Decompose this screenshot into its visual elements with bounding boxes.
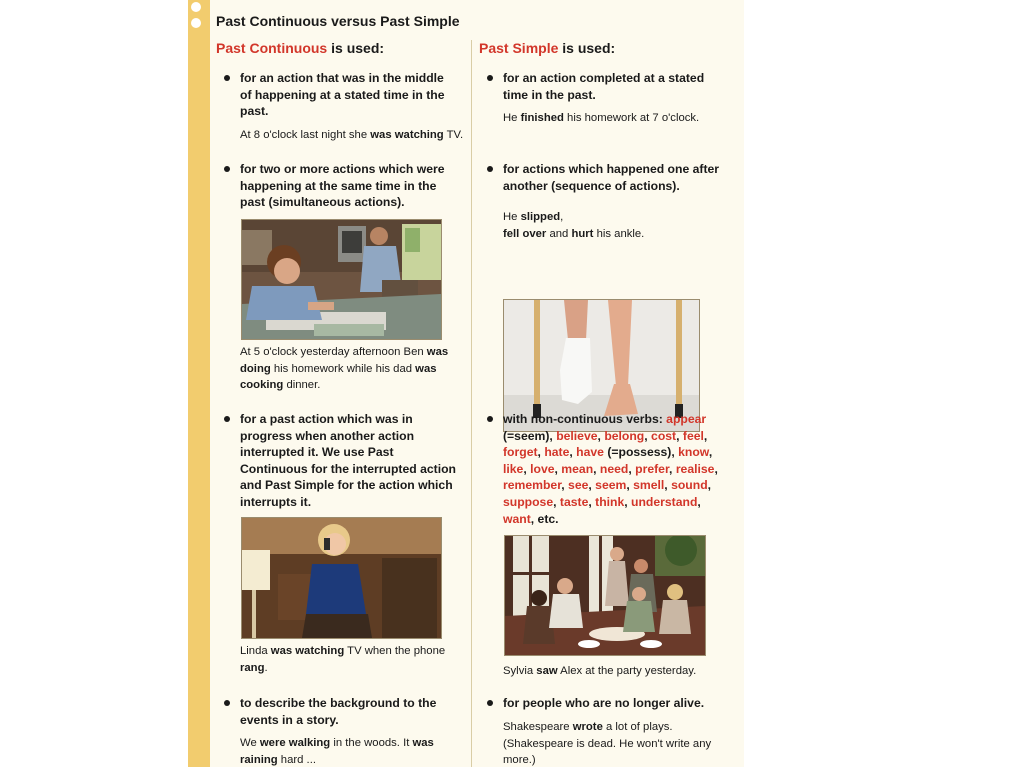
example-line xyxy=(240,643,445,660)
usage-line: for two or more actions which were xyxy=(240,162,445,176)
example-part: hard ... xyxy=(277,753,316,766)
example-verb: was xyxy=(415,362,437,375)
example-part: a lot of plays. xyxy=(602,721,673,733)
example-verb: finished xyxy=(520,112,564,124)
verb-word: hate xyxy=(544,445,570,460)
example-part: Linda xyxy=(240,645,271,657)
bullet-icon xyxy=(487,700,493,706)
example-part: At 8 o'clock last night she xyxy=(240,129,371,141)
column-heading xyxy=(479,40,615,56)
usage-line: for actions which happened one after xyxy=(503,162,720,176)
example-part: Alex at the party yesterday. xyxy=(557,665,697,677)
margin-stripe xyxy=(188,0,210,767)
usage-line: progress when another action xyxy=(240,428,415,443)
example-part: his ankle. xyxy=(593,227,645,240)
example-line xyxy=(240,361,448,378)
example-part: TV. xyxy=(443,129,464,141)
example-text xyxy=(240,344,448,394)
example-text xyxy=(503,663,696,680)
verb-word: belong xyxy=(604,428,645,443)
verbs-intro: with non-continuous verbs: xyxy=(503,412,667,426)
example-verb: raining xyxy=(240,753,278,766)
example-line xyxy=(240,377,448,394)
binder-hole-icon xyxy=(191,18,201,28)
example-line xyxy=(503,209,644,226)
example-line: (Shakespeare is dead. He won't write any xyxy=(503,737,712,750)
example-line xyxy=(240,344,448,361)
example-verb: was watching xyxy=(270,645,345,657)
usage-text xyxy=(240,411,480,511)
example-part: He xyxy=(503,112,521,124)
example-verb: cooking xyxy=(240,379,284,391)
example-line xyxy=(503,226,644,243)
bullet-icon xyxy=(487,166,493,172)
example-part: , xyxy=(560,211,564,223)
example-text xyxy=(503,209,644,242)
verb-word: understand xyxy=(631,494,698,509)
verb-word: know xyxy=(678,445,709,460)
example-part: and xyxy=(546,227,572,240)
verb-word: sound xyxy=(671,478,708,493)
verb-word: love xyxy=(530,461,555,476)
usage-text xyxy=(503,695,704,712)
example-text xyxy=(240,643,445,676)
usage-text xyxy=(503,70,704,103)
example-part: his homework while his dad xyxy=(270,362,416,375)
party-photo xyxy=(504,535,706,656)
example-line xyxy=(240,752,434,767)
usage-text xyxy=(240,70,445,120)
verb-word: smell xyxy=(633,478,665,493)
example-text xyxy=(503,110,699,127)
example-text xyxy=(240,127,463,144)
bullet-icon xyxy=(224,166,230,172)
example-line xyxy=(240,660,445,677)
binder-hole-icon xyxy=(191,2,201,12)
example-verb: doing xyxy=(240,362,271,375)
usage-line: and Past Simple for the action which xyxy=(240,478,453,493)
usage-line: interrupted it. We use Past xyxy=(240,445,394,460)
bullet-icon xyxy=(224,700,230,706)
example-verb: fell over xyxy=(503,227,547,240)
verb-word: appear xyxy=(666,412,707,426)
example-part: Shakespeare xyxy=(503,721,573,733)
usage-text: with non-continuous verbs: appear (=seem), believe, belong, cost, feel, forget, hate, have (=possess), know, like, love, mean, need, prefer, realise, remember, see, seem, smell, sound, suppose, taste, think, understand, want, etc. xyxy=(503,412,718,526)
usage-line: happening at the same time in the xyxy=(240,178,437,193)
column-heading xyxy=(216,40,384,56)
example-part: He xyxy=(503,211,521,223)
textbook-page xyxy=(188,0,744,767)
usage-line: past (simultaneous actions). xyxy=(240,195,405,210)
bullet-icon xyxy=(224,75,230,81)
column-divider xyxy=(471,40,472,767)
verb-word: need xyxy=(599,461,629,476)
usage-line: time in the past. xyxy=(503,87,596,102)
verb-word: see xyxy=(568,478,589,493)
usage-line: for an action that was in the middle xyxy=(240,71,444,85)
verb-word: like xyxy=(503,461,524,476)
verb-word: feel xyxy=(682,428,704,443)
verb-note: etc. xyxy=(537,511,559,526)
usage-line: past. xyxy=(240,104,269,119)
usage-line: events in a story. xyxy=(240,712,339,727)
example-line xyxy=(503,719,711,736)
verb-word: want xyxy=(503,511,531,526)
usage-line: interrupts it. xyxy=(240,494,312,509)
page-title: Past Continuous versus Past Simple xyxy=(216,13,460,29)
example-part: his homework at 7 o'clock. xyxy=(563,112,700,124)
verb-note: (=seem), xyxy=(503,428,557,443)
example-part: Sylvia xyxy=(503,665,537,677)
heading-text: is used: xyxy=(327,40,385,56)
example-part: in the woods. It xyxy=(330,737,413,749)
usage-line: of happening at a stated time in the xyxy=(240,87,445,102)
example-verb: wrote xyxy=(572,721,603,733)
example-part: At 5 o'clock yesterday afternoon Ben xyxy=(240,346,427,358)
example-verb: rang xyxy=(240,661,265,674)
verb-word: believe xyxy=(556,428,598,443)
verb-word: seem xyxy=(595,478,627,493)
example-line: more.) xyxy=(503,754,536,766)
usage-text xyxy=(503,161,719,194)
verb-word: taste xyxy=(559,494,589,509)
verb-word: cost xyxy=(651,428,677,443)
heading-highlight: Past Simple xyxy=(479,40,559,56)
verb-word: suppose xyxy=(503,494,554,509)
verb-note: (=possess), xyxy=(603,445,679,460)
usage-line: for people who are no longer alive. xyxy=(503,696,705,710)
usage-line: for a past action which was in xyxy=(240,412,413,426)
bullet-icon xyxy=(224,416,230,422)
example-verb: was watching xyxy=(370,129,444,141)
verb-word: prefer xyxy=(635,461,670,476)
example-text xyxy=(240,735,434,767)
usage-line: another (sequence of actions). xyxy=(503,178,680,193)
heading-text: is used: xyxy=(558,40,616,56)
example-part: We xyxy=(240,737,260,749)
example-verb: slipped xyxy=(520,211,561,223)
heading-highlight: Past Continuous xyxy=(216,40,328,56)
verb-word: mean xyxy=(561,461,594,476)
usage-line: for an action completed at a stated xyxy=(503,71,705,85)
example-text xyxy=(503,719,711,767)
bullet-icon xyxy=(487,416,493,422)
verb-word: realise xyxy=(675,461,715,476)
example-verb: were walking xyxy=(259,737,331,749)
usage-text xyxy=(240,161,445,211)
example-verb: was xyxy=(426,346,449,358)
example-part: . xyxy=(264,661,268,674)
example-verb: hurt xyxy=(571,227,594,240)
usage-line: to describe the background to the xyxy=(240,696,437,710)
phone-call-photo xyxy=(241,517,442,639)
example-verb: was xyxy=(412,737,434,749)
example-part: dinner. xyxy=(283,379,321,391)
verb-word: forget xyxy=(503,445,538,460)
example-line xyxy=(240,735,434,752)
kitchen-homework-photo xyxy=(241,219,442,340)
example-part: TV when the phone xyxy=(344,645,446,657)
usage-line: Continuous for the interrupted action xyxy=(240,461,456,476)
example-verb: saw xyxy=(536,665,558,677)
bullet-icon xyxy=(487,75,493,81)
verb-word: think xyxy=(595,494,625,509)
verb-word: have xyxy=(576,445,604,460)
verb-word: remember xyxy=(503,478,562,493)
usage-text xyxy=(240,695,436,728)
